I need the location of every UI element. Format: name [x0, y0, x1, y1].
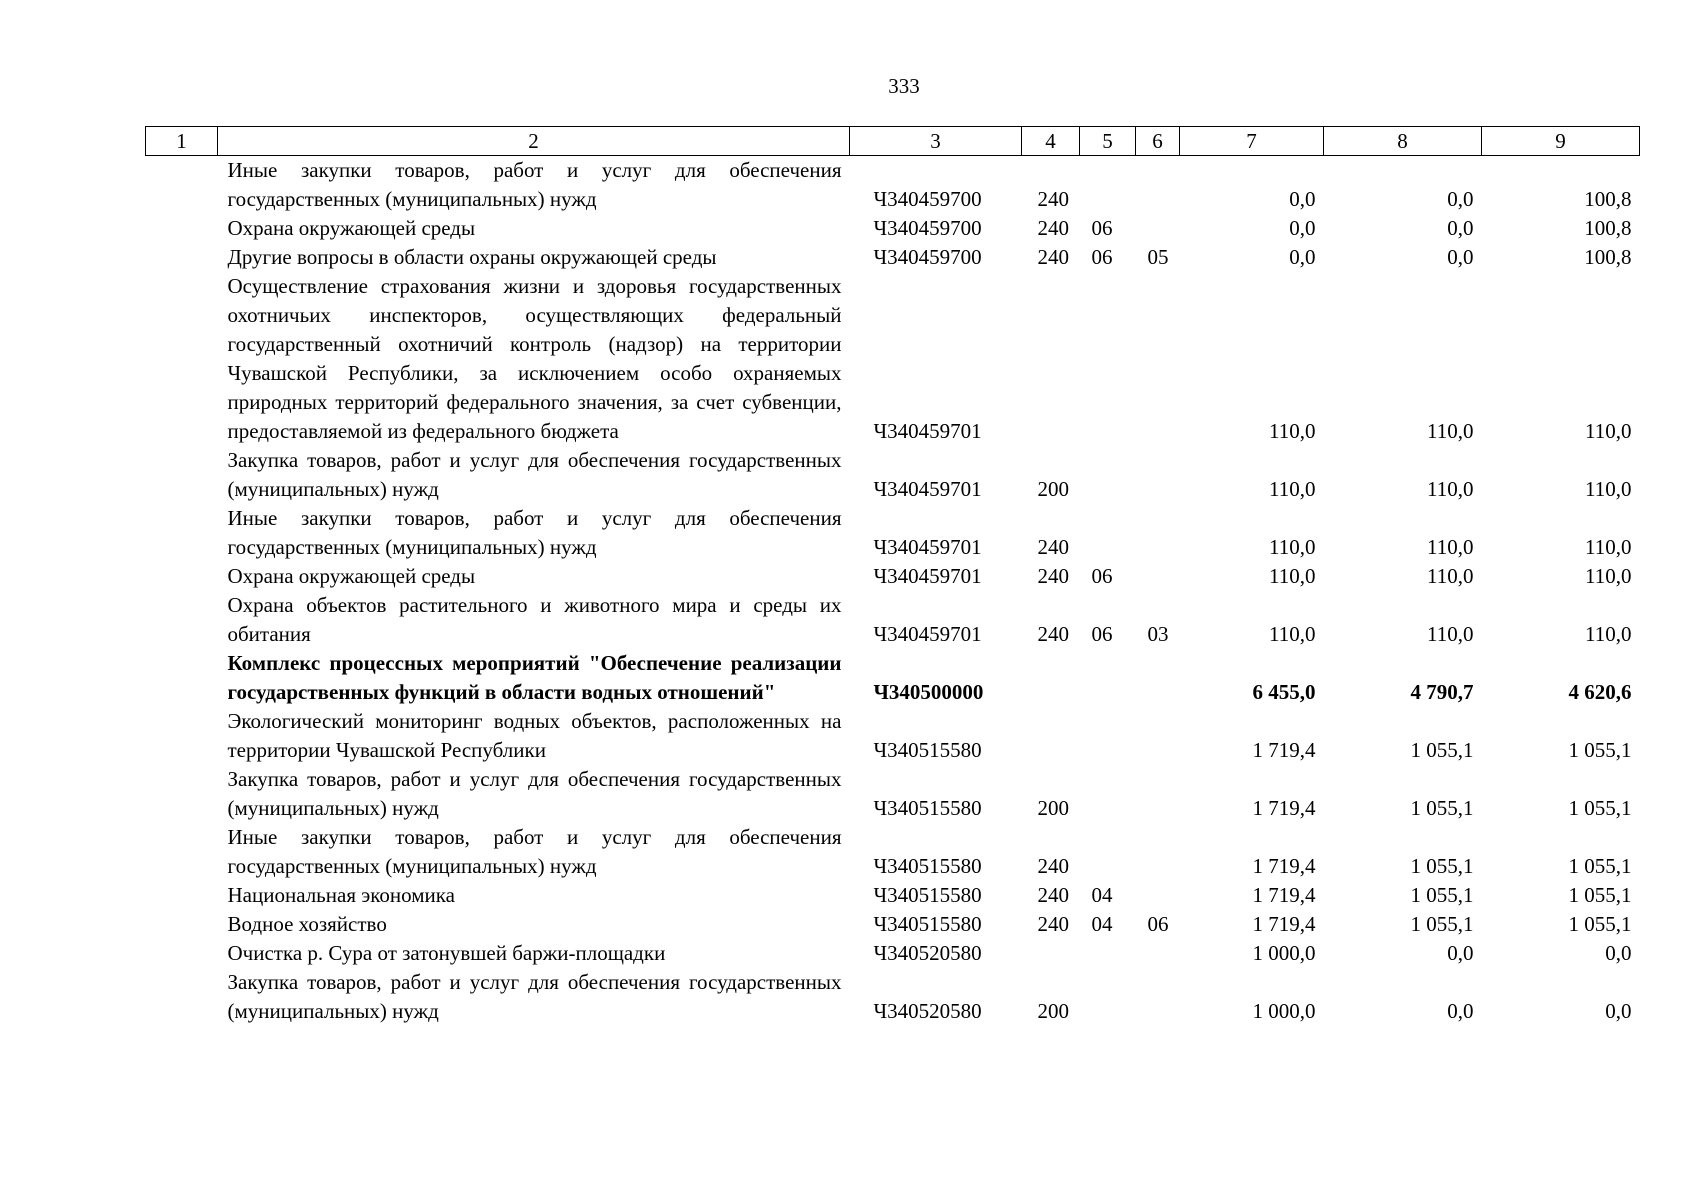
- row-amount-col7: 1 000,0: [1252, 999, 1316, 1023]
- row-amount-col7: 0,0: [1289, 187, 1316, 211]
- row-section: [1080, 765, 1136, 823]
- table-row: [146, 968, 1640, 1026]
- row-section: [1080, 968, 1136, 1026]
- col-header-3: 3: [850, 127, 1022, 156]
- row-description: Осуществление страхования жизни и здоровья государственных охотничьих инспекторов, осуществляющих федеральный государственный охотничий контроль (надзор) на территории Чувашской Республики, за исключением особо охраняемых природных территорий федерального значения, за счет субвенции, предоставляемой из федерального бюджета: [227, 274, 842, 443]
- row-expense-type: 240: [1037, 187, 1069, 211]
- table-body: [146, 156, 1640, 1027]
- row-target-code: Ч340515580: [873, 912, 982, 936]
- col-header-4: 4: [1022, 127, 1080, 156]
- row-subsection: [1136, 446, 1180, 504]
- row-target-code: Ч340459701: [873, 535, 982, 559]
- row-subsection: 03: [1147, 622, 1169, 646]
- row-target-code: Ч340515580: [873, 738, 982, 762]
- table-row: [146, 939, 1640, 968]
- row-cell-blank: [146, 591, 218, 649]
- row-target-code: Ч340520580: [873, 941, 982, 965]
- table-row: [146, 446, 1640, 504]
- row-amount-col8: 4 790,7: [1410, 680, 1474, 704]
- row-expense-type: 200: [1037, 477, 1069, 501]
- row-amount-col8: 110,0: [1427, 477, 1474, 501]
- row-amount-col8: 1 055,1: [1410, 883, 1474, 907]
- row-cell-blank: [146, 823, 218, 881]
- row-amount-col8: 110,0: [1427, 564, 1474, 588]
- row-expense-type: [1022, 272, 1080, 446]
- row-amount-col7: 110,0: [1269, 622, 1316, 646]
- row-description: Закупка товаров, работ и услуг для обеспечения государственных (муниципальных) нужд: [227, 970, 842, 1023]
- row-subsection: [1136, 214, 1180, 243]
- table-header: [146, 127, 1640, 156]
- row-subsection: [1136, 881, 1180, 910]
- row-section: 04: [1091, 912, 1113, 936]
- row-section: 06: [1091, 245, 1113, 269]
- row-amount-col7: 0,0: [1289, 216, 1316, 240]
- row-subsection: [1136, 156, 1180, 215]
- row-amount-col9: 1 055,1: [1568, 883, 1632, 907]
- row-amount-col7: 110,0: [1269, 419, 1316, 443]
- row-section: [1080, 649, 1136, 707]
- row-cell-blank: [146, 707, 218, 765]
- row-subsection: 05: [1147, 245, 1169, 269]
- row-cell-blank: [146, 156, 218, 215]
- row-expense-type: 200: [1037, 796, 1069, 820]
- row-cell-blank: [146, 272, 218, 446]
- row-description: Иные закупки товаров, работ и услуг для обеспечения государственных (муниципальных) нужд: [227, 506, 842, 559]
- row-section: 06: [1091, 564, 1113, 588]
- row-section: [1080, 504, 1136, 562]
- row-amount-col8: 1 055,1: [1410, 796, 1474, 820]
- row-subsection: [1136, 765, 1180, 823]
- row-amount-col8: 0,0: [1447, 941, 1474, 965]
- row-section: [1080, 823, 1136, 881]
- table-row: [146, 562, 1640, 591]
- row-amount-col8: 0,0: [1447, 245, 1474, 269]
- row-target-code: Ч340459701: [873, 477, 982, 501]
- row-amount-col8: 110,0: [1427, 419, 1474, 443]
- row-amount-col8: 0,0: [1447, 999, 1474, 1023]
- row-amount-col9: 1 055,1: [1568, 796, 1632, 820]
- row-subsection: [1136, 968, 1180, 1026]
- row-description: Водное хозяйство: [227, 912, 387, 936]
- row-amount-col7: 1 719,4: [1252, 738, 1316, 762]
- table-row: [146, 504, 1640, 562]
- row-description: Иные закупки товаров, работ и услуг для обеспечения государственных (муниципальных) нужд: [227, 825, 842, 878]
- row-amount-col9: 110,0: [1585, 622, 1632, 646]
- row-expense-type: 240: [1037, 564, 1069, 588]
- row-subsection: [1136, 504, 1180, 562]
- row-amount-col9: 1 055,1: [1568, 854, 1632, 878]
- row-expense-type: 240: [1037, 245, 1069, 269]
- row-expense-type: [1022, 649, 1080, 707]
- row-amount-col9: 110,0: [1585, 564, 1632, 588]
- table-row: [146, 214, 1640, 243]
- table-row: [146, 910, 1640, 939]
- row-amount-col7: 1 000,0: [1252, 941, 1316, 965]
- row-description: Очистка р. Сура от затонувшей баржи-площадки: [227, 941, 666, 965]
- col-header-5: 5: [1080, 127, 1136, 156]
- row-amount-col9: 4 620,6: [1568, 680, 1632, 704]
- row-cell-blank: [146, 214, 218, 243]
- row-cell-blank: [146, 649, 218, 707]
- row-expense-type: 240: [1037, 854, 1069, 878]
- row-amount-col8: 1 055,1: [1410, 738, 1474, 762]
- table-row: [146, 649, 1640, 707]
- row-expense-type: 240: [1037, 216, 1069, 240]
- row-description: Закупка товаров, работ и услуг для обеспечения государственных (муниципальных) нужд: [227, 767, 842, 820]
- row-target-code: Ч340515580: [873, 796, 982, 820]
- row-target-code: Ч340459701: [873, 622, 982, 646]
- row-cell-blank: [146, 968, 218, 1026]
- row-description: Охрана объектов растительного и животного мира и среды их обитания: [227, 593, 842, 646]
- row-amount-col7: 110,0: [1269, 535, 1316, 559]
- table-row: [146, 591, 1640, 649]
- row-amount-col8: 0,0: [1447, 187, 1474, 211]
- row-cell-blank: [146, 562, 218, 591]
- row-amount-col7: 1 719,4: [1252, 854, 1316, 878]
- row-amount-col7: 6 455,0: [1252, 680, 1316, 704]
- col-header-6: 6: [1136, 127, 1180, 156]
- row-cell-blank: [146, 765, 218, 823]
- row-target-code: Ч340515580: [873, 854, 982, 878]
- row-section: [1080, 939, 1136, 968]
- table-row: [146, 707, 1640, 765]
- row-expense-type: [1022, 707, 1080, 765]
- row-amount-col8: 110,0: [1427, 535, 1474, 559]
- row-subsection: [1136, 707, 1180, 765]
- row-subsection: [1136, 939, 1180, 968]
- row-section: 06: [1091, 216, 1113, 240]
- table-row: [146, 272, 1640, 446]
- page-number: 333: [888, 74, 920, 98]
- row-description: Закупка товаров, работ и услуг для обеспечения государственных (муниципальных) нужд: [227, 448, 842, 501]
- row-amount-col9: 110,0: [1585, 535, 1632, 559]
- row-amount-col8: 110,0: [1427, 622, 1474, 646]
- row-section: [1080, 446, 1136, 504]
- row-section: 06: [1091, 622, 1113, 646]
- row-amount-col7: 1 719,4: [1252, 883, 1316, 907]
- row-target-code: Ч340459700: [873, 245, 982, 269]
- column-number-row: [146, 127, 1640, 156]
- row-cell-blank: [146, 910, 218, 939]
- row-cell-blank: [146, 881, 218, 910]
- row-description: Охрана окружающей среды: [227, 564, 476, 588]
- row-amount-col9: 100,8: [1584, 216, 1632, 240]
- table-row: [146, 156, 1640, 215]
- row-target-code: Ч340459701: [873, 419, 982, 443]
- row-subsection: 06: [1147, 912, 1169, 936]
- row-expense-type: 240: [1037, 912, 1069, 936]
- table-row: [146, 881, 1640, 910]
- row-expense-type: 240: [1037, 883, 1069, 907]
- row-description: Комплекс процессных мероприятий "Обеспечение реализации государственных функций в области водных отношений": [227, 651, 842, 704]
- row-amount-col7: 1 719,4: [1252, 912, 1316, 936]
- row-subsection: [1136, 649, 1180, 707]
- row-amount-col8: 1 055,1: [1410, 912, 1474, 936]
- row-description: Иные закупки товаров, работ и услуг для обеспечения государственных (муниципальных) нужд: [227, 158, 842, 211]
- table-row: [146, 243, 1640, 272]
- table-row: [146, 823, 1640, 881]
- row-expense-type: 200: [1037, 999, 1069, 1023]
- row-amount-col9: 1 055,1: [1568, 738, 1632, 762]
- row-amount-col8: 0,0: [1447, 216, 1474, 240]
- row-amount-col9: 1 055,1: [1568, 912, 1632, 936]
- col-header-1: 1: [146, 127, 218, 156]
- row-cell-blank: [146, 504, 218, 562]
- row-description: Охрана окружающей среды: [227, 216, 476, 240]
- col-header-2: 2: [218, 127, 850, 156]
- row-target-code: Ч340459700: [873, 187, 982, 211]
- row-amount-col9: 0,0: [1605, 941, 1632, 965]
- row-subsection: [1136, 823, 1180, 881]
- row-expense-type: [1022, 939, 1080, 968]
- row-amount-col9: 100,8: [1584, 187, 1632, 211]
- row-amount-col7: 1 719,4: [1252, 796, 1316, 820]
- row-expense-type: 240: [1037, 535, 1069, 559]
- table-row: [146, 765, 1640, 823]
- budget-table: [145, 126, 1640, 1026]
- col-header-9: 9: [1482, 127, 1640, 156]
- row-amount-col7: 110,0: [1269, 477, 1316, 501]
- row-target-code: Ч340515580: [873, 883, 982, 907]
- row-amount-col9: 0,0: [1605, 999, 1632, 1023]
- row-cell-blank: [146, 243, 218, 272]
- row-target-code: Ч340459701: [873, 564, 982, 588]
- row-amount-col7: 0,0: [1289, 245, 1316, 269]
- row-subsection: [1136, 562, 1180, 591]
- row-section: 04: [1091, 883, 1113, 907]
- row-subsection: [1136, 272, 1180, 446]
- row-section: [1080, 272, 1136, 446]
- row-amount-col8: 1 055,1: [1410, 854, 1474, 878]
- row-target-code: Ч340520580: [873, 999, 982, 1023]
- row-description: Национальная экономика: [227, 883, 455, 907]
- col-header-8: 8: [1324, 127, 1482, 156]
- row-description: Другие вопросы в области охраны окружающей среды: [227, 245, 717, 269]
- row-cell-blank: [146, 939, 218, 968]
- row-target-code: Ч340500000: [873, 680, 984, 704]
- row-amount-col9: 110,0: [1585, 477, 1632, 501]
- row-target-code: Ч340459700: [873, 216, 982, 240]
- row-amount-col9: 110,0: [1585, 419, 1632, 443]
- row-section: [1080, 707, 1136, 765]
- row-description: Экологический мониторинг водных объектов, расположенных на территории Чувашской Республики: [227, 709, 842, 762]
- row-section: [1080, 156, 1136, 215]
- col-header-7: 7: [1180, 127, 1324, 156]
- row-expense-type: 240: [1037, 622, 1069, 646]
- row-amount-col9: 100,8: [1584, 245, 1632, 269]
- row-amount-col7: 110,0: [1269, 564, 1316, 588]
- row-cell-blank: [146, 446, 218, 504]
